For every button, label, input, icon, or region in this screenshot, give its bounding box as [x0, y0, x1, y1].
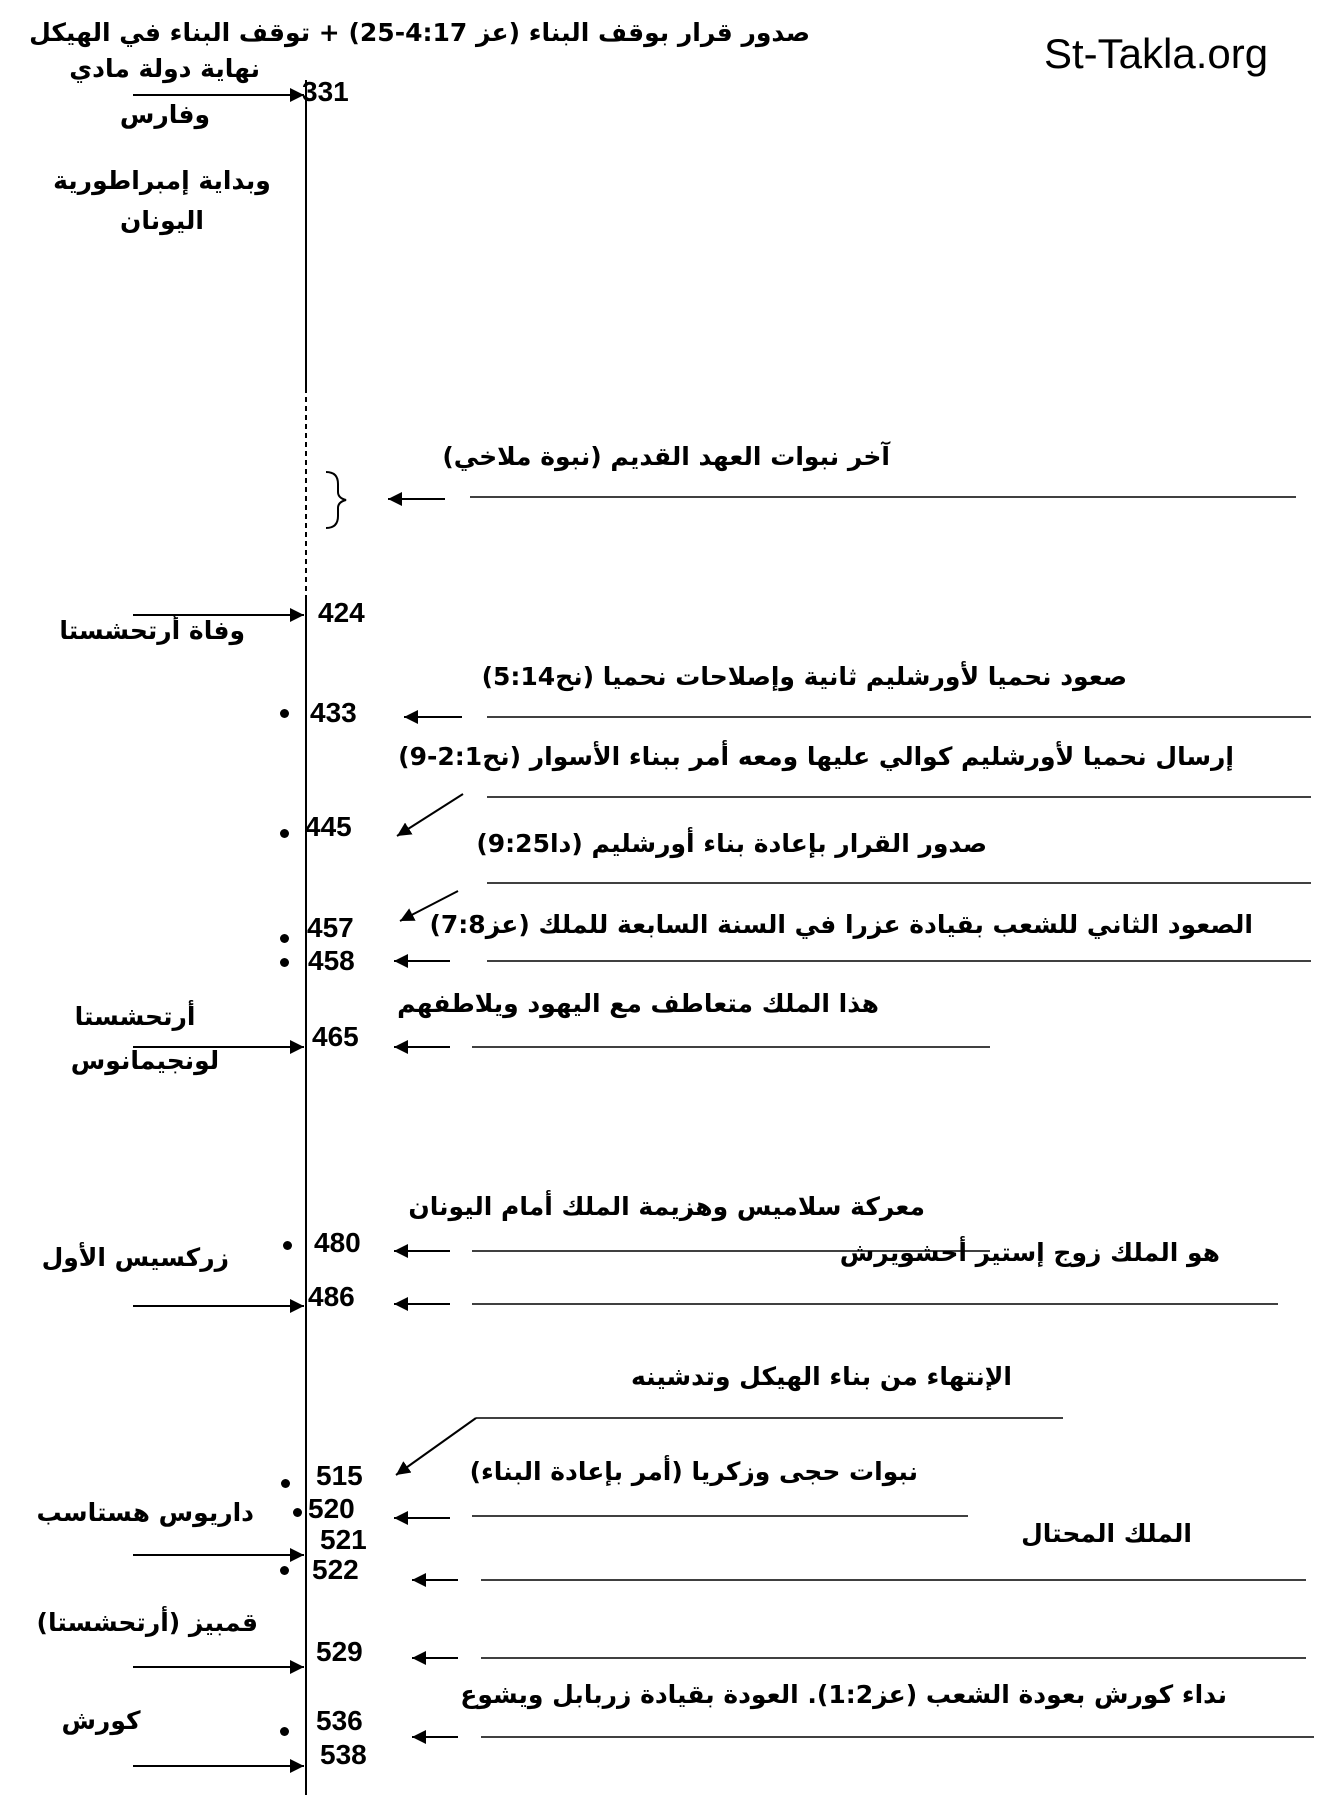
label-artaxerxes-1: أرتحشستا: [74, 1002, 196, 1031]
label-xerxes: زركسيس الأول: [41, 1243, 229, 1272]
year-424: 424: [318, 597, 365, 628]
event-malachi: آخر نبوات العهد القديم (نبوة ملاخي): [442, 442, 890, 471]
event-salamis: معركة سلاميس وهزيمة الملك أمام اليونان: [408, 1192, 925, 1221]
event-cyrus-call: نداء كورش بعودة الشعب (عز1:2). العودة بقيادة زربابل ويشوع: [460, 1680, 1227, 1709]
year-458: 458: [308, 945, 355, 976]
year-331: 331: [302, 76, 349, 107]
arrow-515: [396, 1418, 476, 1475]
event-nehemiah-sent: إرسال نحميا لأورشليم كوالي عليها ومعه أمر ببناء الأسوار (نح2:1-9): [398, 742, 1234, 771]
label-medo-persia-1: نهاية دولة مادي: [69, 54, 260, 83]
event-king-kind: هذا الملك متعاطف مع اليهود ويلاطفهم: [397, 989, 879, 1018]
year-465: 465: [312, 1021, 359, 1052]
year-433: 433: [310, 697, 357, 728]
dot-536: [280, 1727, 289, 1736]
year-457: 457: [307, 912, 354, 943]
dot-433: [280, 709, 289, 718]
label-cyrus: كورش: [61, 1706, 141, 1735]
label-darius: داريوس هستاسب: [36, 1498, 254, 1527]
event-decree-rebuild: صدور القرار بإعادة بناء أورشليم (دا9:25): [476, 829, 987, 858]
label-artaxerxes-2: لونجيمانوس: [70, 1046, 220, 1075]
year-520: 520: [308, 1493, 355, 1524]
label-cambyses: قمبيز (أرتحشستا): [36, 1608, 258, 1637]
site-brand: St-Takla.org: [1044, 30, 1269, 77]
year-486: 486: [308, 1281, 355, 1312]
event-second-return: الصعود الثاني للشعب بقيادة عزرا في السنة السابعة للملك (عز7:8): [429, 910, 1253, 939]
label-greek-2: اليونان: [120, 206, 204, 235]
year-529: 529: [316, 1636, 363, 1667]
dot-445: [280, 829, 289, 838]
year-445: 445: [305, 811, 352, 842]
year-538: 538: [320, 1739, 367, 1770]
event-usurper: الملك المحتال: [1021, 1519, 1192, 1548]
label-medo-persia-2: وفارس: [119, 100, 211, 129]
dot-457: [280, 934, 289, 943]
dot-515: [281, 1479, 290, 1488]
year-515: 515: [316, 1460, 363, 1491]
year-480: 480: [314, 1227, 361, 1258]
event-esther: هو الملك زوج إستير أحشويرش: [839, 1238, 1220, 1267]
arrow-445: [397, 794, 463, 836]
year-522: 522: [312, 1554, 359, 1585]
dot-480: [283, 1241, 292, 1250]
dot-520: [293, 1508, 302, 1517]
dot-522: [280, 1566, 289, 1575]
dot-458: [280, 958, 289, 967]
malachi-brace: [326, 472, 346, 528]
event-haggai: نبوات حجى وزكريا (أمر بإعادة البناء): [469, 1457, 918, 1486]
year-521: 521: [320, 1524, 367, 1555]
label-artaxerxes-death: وفاة أرتحشستا: [59, 616, 245, 645]
header-event: صدور قرار بوقف البناء (عز 4:17-25) + توقف البناء في الهيكل: [29, 18, 810, 47]
event-temple-done: الإنتهاء من بناء الهيكل وتدشينه: [630, 1362, 1012, 1391]
label-greek-1: وبداية إمبراطورية: [53, 166, 271, 195]
year-536: 536: [316, 1705, 363, 1736]
event-nehemiah-second: صعود نحميا لأورشليم ثانية وإصلاحات نحميا (نح5:14): [481, 662, 1127, 691]
